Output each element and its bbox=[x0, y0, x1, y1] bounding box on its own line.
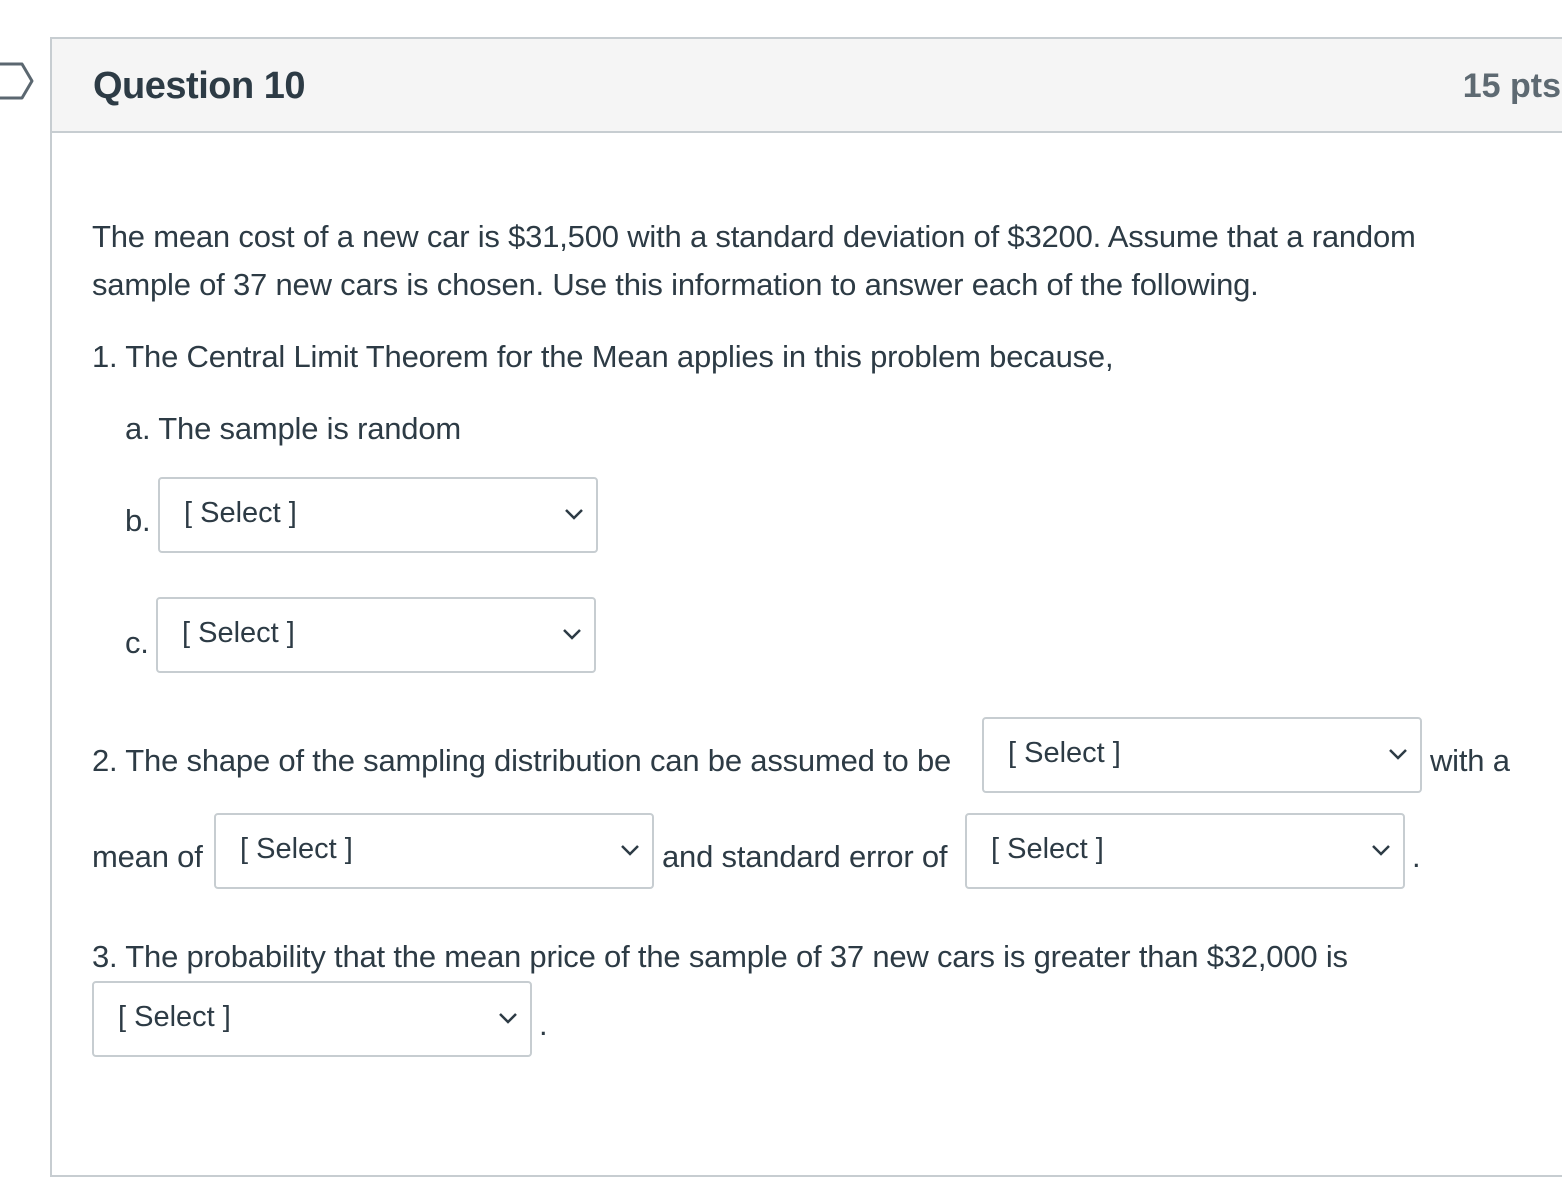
intro-line-2: sample of 37 new cars is chosen. Use this information to answer each of the following. bbox=[92, 267, 1259, 302]
chevron-down-icon bbox=[1371, 843, 1391, 857]
chevron-down-icon bbox=[620, 843, 640, 857]
select-part2-standard-error-value: [ Select ] bbox=[991, 833, 1104, 865]
select-part2-mean-value: [ Select ] bbox=[240, 833, 353, 865]
question-points: 15 pts bbox=[1462, 67, 1561, 105]
bookmark-flag-icon[interactable] bbox=[0, 62, 34, 100]
chevron-down-icon bbox=[498, 1011, 518, 1025]
part1-b-label: b. bbox=[125, 503, 151, 538]
part2-text-3: mean of bbox=[92, 839, 203, 874]
part1-c-label: c. bbox=[125, 625, 149, 660]
part3-text-1: 3. The probability that the mean price of the sample of 37 new cars is greater than $32,000 is bbox=[92, 939, 1348, 974]
select-part1-c-value: [ Select ] bbox=[182, 617, 295, 649]
part1-prompt: 1. The Central Limit Theorem for the Mean applies in this problem because, bbox=[92, 339, 1114, 374]
part1-a-text: a. The sample is random bbox=[125, 411, 461, 446]
part2-text-1: 2. The shape of the sampling distribution can be assumed to be bbox=[92, 743, 952, 778]
intro-line-1: The mean cost of a new car is $31,500 with a standard deviation of $3200. Assume that a random bbox=[92, 219, 1416, 254]
part2-text-4: and standard error of bbox=[662, 839, 948, 874]
question-title: Question 10 bbox=[93, 65, 305, 107]
select-part2-shape[interactable] bbox=[982, 717, 1422, 793]
select-part2-mean[interactable] bbox=[214, 813, 654, 889]
select-part1-b[interactable] bbox=[158, 477, 598, 553]
select-part3-probability-value: [ Select ] bbox=[118, 1001, 231, 1033]
select-part3-probability[interactable] bbox=[92, 981, 532, 1057]
chevron-down-icon bbox=[564, 507, 584, 521]
part2-period: . bbox=[1412, 839, 1421, 874]
select-part2-shape-value: [ Select ] bbox=[1008, 737, 1121, 769]
select-part2-standard-error[interactable] bbox=[965, 813, 1405, 889]
chevron-down-icon bbox=[562, 627, 582, 641]
part2-text-2: with a bbox=[1430, 743, 1510, 778]
chevron-down-icon bbox=[1388, 747, 1408, 761]
select-part1-c[interactable] bbox=[156, 597, 596, 673]
part3-period: . bbox=[539, 1007, 548, 1042]
question-header bbox=[52, 39, 1562, 133]
select-part1-b-value: [ Select ] bbox=[184, 497, 297, 529]
